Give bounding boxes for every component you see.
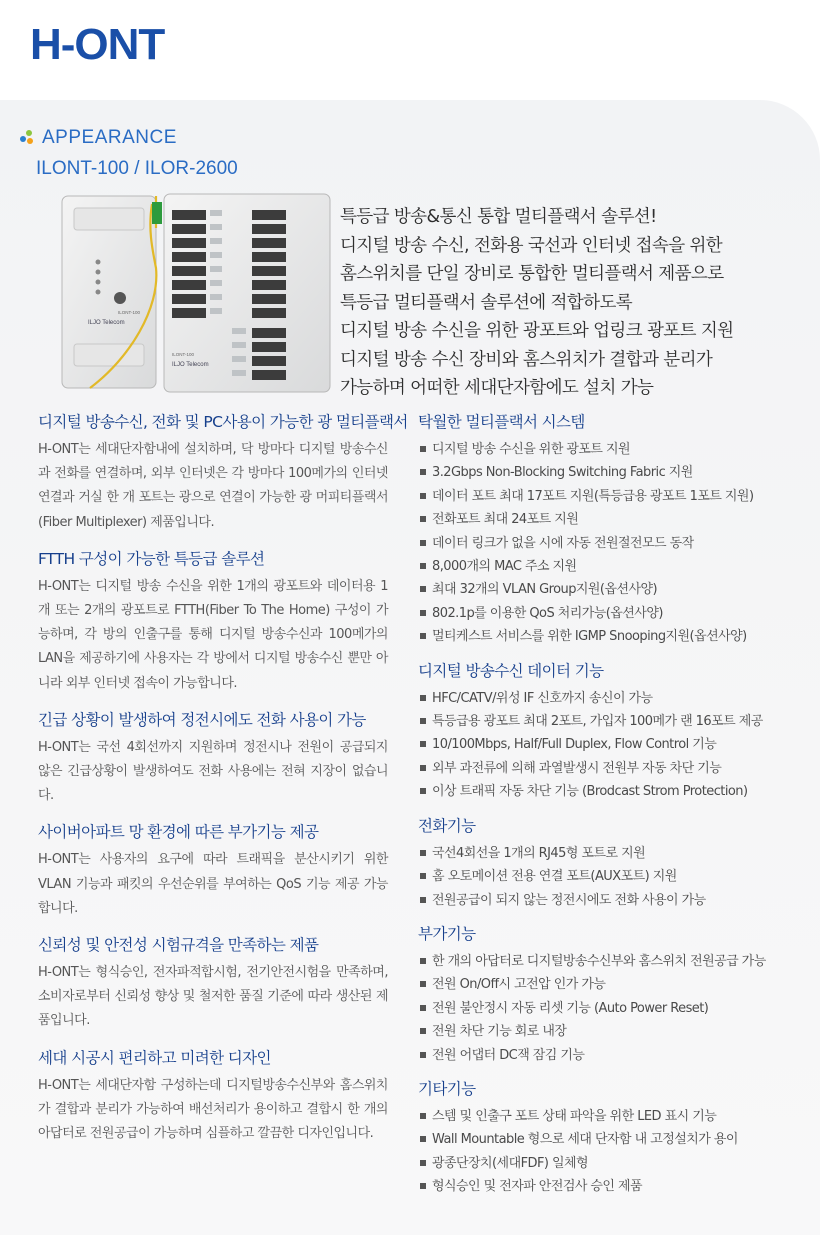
list-item: 데이터 포트 최대 17포트 지원(특등급용 광포트 1포트 지원): [418, 485, 808, 508]
feature-heading: 사이버아파트 망 환경에 따른 부가기능 제공: [38, 823, 319, 842]
feature-block: [38, 820, 388, 921]
feature-block: [38, 547, 388, 696]
feature-block: [38, 410, 408, 535]
square-bullet-icon: [420, 873, 426, 879]
square-bullet-icon: [420, 765, 426, 771]
list-item: 형식승인 및 전자파 안전검사 승인 제품: [418, 1175, 808, 1198]
section-title: APPEARANCE: [42, 127, 177, 148]
section-header: [20, 127, 177, 149]
list-item: 802.1p를 이용한 QoS 처리가능(옵션사양): [418, 602, 808, 625]
square-bullet-icon: [420, 788, 426, 794]
feature-text: H-ONT는 디지털 방송 수신을 위한 1개의 광포트와 데이터용 1개 또는 2개의 광포트로 FTTH(Fiber To The Home) 구성이 가능하며, 각 방의 인출구를 통해 디지털 방송수신과 100메가의 LAN을 제공하기에 사용자는 각 방에서 디지털 방송수신 뿐만 아니라 외부 인터넷 접속이 가능합니다.: [38, 578, 388, 691]
square-bullet-icon: [420, 718, 426, 724]
spec-list: [418, 1105, 808, 1199]
bullet-dots-icon: [20, 130, 36, 146]
spec-list: [418, 687, 808, 804]
list-item: 전원 어댑터 DC잭 잠김 기능: [418, 1044, 808, 1067]
right-unit-model: ILONT-100: [172, 352, 195, 357]
list-item: 홈 오토메이션 전용 연결 포트(AUX포트) 지원: [418, 865, 808, 888]
feature-text: H-ONT는 사용자의 요구에 따라 트래픽을 분산시키기 위한 VLAN 기능과 패킷의 우선순위를 부여하는 QoS 기능 제공 가능합니다.: [38, 852, 388, 916]
square-bullet-icon: [420, 493, 426, 499]
left-unit-label: ILJO Telecom: [88, 320, 125, 326]
list-item: 국선4회선을 1개의 RJ45형 포트로 지원: [418, 842, 808, 865]
square-bullet-icon: [420, 1052, 426, 1058]
list-item: 8,000개의 MAC 주소 지원: [418, 555, 808, 578]
list-item: 멀티케스트 서비스를 위한 IGMP Snooping지원(옵션사양): [418, 625, 808, 648]
spec-heading: 디지털 방송수신 데이터 기능: [418, 661, 604, 680]
square-bullet-icon: [420, 1113, 426, 1119]
square-bullet-icon: [420, 695, 426, 701]
square-bullet-icon: [420, 446, 426, 452]
feature-text: H-ONT는 세대단자함내에 설치하며, 닥 방마다 디지털 방송수신과 전화를 연결하며, 외부 인터넷은 각 방마다 100메가의 인터넷 연결과 거실 한 개 포트는 광으로 연결이 가능한 광 머피티플랙서(Fiber Multiplexer) 제품입니다.: [38, 442, 388, 530]
spec-heading: 부가기능: [418, 924, 476, 943]
spec-heading: 탁월한 멀티플랙서 시스템: [418, 413, 585, 431]
list-item: 이상 트래픽 자동 차단 기능 (Brodcast Strom Protection): [418, 780, 808, 803]
right-column: [418, 410, 808, 1209]
list-item: 특등급용 광포트 최대 2포트, 가입자 100메가 랜 16포트 제공: [418, 710, 808, 733]
intro-line: 디지털 방송 수신 장비와 홈스위치가 결합과 분리가: [340, 349, 713, 370]
square-bullet-icon: [420, 610, 426, 616]
intro-line: 디지털 방송 수신을 위한 광포트와 업링크 광포트 지원: [340, 321, 734, 341]
feature-heading: 세대 시공시 편리하고 미려한 디자인: [38, 1048, 271, 1067]
product-photo: [60, 188, 332, 398]
feature-heading: 디지털 방송수신, 전화 및 PC사용이 가능한 광 멀티플랙서: [38, 413, 408, 431]
spec-heading: 전화기능: [418, 816, 476, 835]
list-item: Wall Mountable 형으로 세대 단자함 내 고정설치가 용이: [418, 1128, 808, 1151]
list-item: 전원공급이 되지 않는 정전시에도 전화 사용이 가능: [418, 889, 808, 912]
feature-heading: FTTH 구성이 가능한 특등급 솔루션: [38, 549, 265, 568]
intro-text: [340, 203, 810, 403]
list-item: 10/100Mbps, Half/Full Duplex, Flow Control 기능: [418, 733, 808, 756]
square-bullet-icon: [420, 850, 426, 856]
list-item: 전원 On/Off시 고전압 인가 가능: [418, 973, 808, 996]
list-item: 최대 32개의 VLAN Group지원(옵션사양): [418, 578, 808, 601]
square-bullet-icon: [420, 741, 426, 747]
square-bullet-icon: [420, 1183, 426, 1189]
square-bullet-icon: [420, 633, 426, 639]
list-item: 3.2Gbps Non-Blocking Switching Fabric 지원: [418, 461, 808, 484]
square-bullet-icon: [420, 563, 426, 569]
list-item: HFC/CATV/위성 IF 신호까지 송신이 가능: [418, 687, 808, 710]
square-bullet-icon: [420, 897, 426, 903]
fiber-connector: [152, 202, 162, 224]
square-bullet-icon: [420, 469, 426, 475]
intro-line: 가능하며 어떠한 세대단자함에도 설치 가능: [340, 378, 654, 398]
model-name: ILONT-100 / ILOR-2600: [36, 158, 238, 179]
intro-line: 홈스위치를 단일 장비로 통합한 멀티플랙서 제품으로: [340, 264, 724, 284]
intro-line: 디지털 방송 수신, 전화용 국선과 인터넷 접속을 위한: [340, 235, 723, 256]
square-bullet-icon: [420, 1005, 426, 1011]
spec-heading: 기타기능: [418, 1079, 476, 1098]
feature-block: [38, 708, 388, 809]
feature-block: [38, 933, 388, 1034]
square-bullet-icon: [420, 958, 426, 964]
right-unit-label: ILJO Telecom: [172, 362, 209, 368]
feature-heading: 긴급 상황이 발생하여 정전시에도 전화 사용이 가능: [38, 710, 366, 729]
list-item: 데이터 링크가 없을 시에 자동 전원절전모드 동작: [418, 532, 808, 555]
list-item: 전원 차단 기능 회로 내장: [418, 1020, 808, 1043]
feature-heading: 신뢰성 및 안전성 시험규격을 만족하는 제품: [38, 936, 319, 955]
brand-logo: H-ONT: [30, 20, 165, 69]
square-bullet-icon: [420, 981, 426, 987]
spec-list: [418, 842, 808, 912]
spec-list: [418, 950, 808, 1067]
list-item: 전원 불안정시 자동 리셋 기능 (Auto Power Reset): [418, 997, 808, 1020]
list-item: 외부 과전류에 의해 과열발생시 전원부 자동 차단 기능: [418, 757, 808, 780]
list-item: 한 개의 아답터로 디지털방송수신부와 홈스위치 전원공급 가능: [418, 950, 808, 973]
feature-text: H-ONT는 국선 4회선까지 지원하며 정전시나 전원이 공급되지 않은 긴급상황이 발생하여도 전화 사용에는 전혀 지장이 없습니다.: [38, 739, 388, 804]
intro-line: 특등급 방송&통신 통합 멀티플랙서 솔루션!: [340, 207, 657, 227]
feature-text: H-ONT는 형식승인, 전자파적합시험, 전기안전시험을 만족하며, 소비자로부터 신뢰성 향상 및 철저한 품질 기준에 따라 생산된 제품입니다.: [38, 965, 388, 1029]
feature-text: H-ONT는 세대단자함 구성하는데 디지털방송수신부와 홈스위치가 결합과 분리가 가능하여 배선처리가 용이하고 결합시 한 개의 아답터로 전원공급이 가능하며 심플하고 깔끔한 디자인입니다.: [38, 1077, 388, 1142]
square-bullet-icon: [420, 516, 426, 522]
power-indicator: [114, 292, 126, 304]
list-item: 디지털 방송 수신을 위한 광포트 지원: [418, 438, 808, 461]
square-bullet-icon: [420, 540, 426, 546]
intro-line: 특등급 멀티플랙서 솔루션에 적합하도록: [340, 292, 633, 313]
left-unit-model: ILONT-100: [118, 310, 141, 315]
square-bullet-icon: [420, 586, 426, 592]
square-bullet-icon: [420, 1160, 426, 1166]
feature-block: [38, 1046, 388, 1147]
square-bullet-icon: [420, 1028, 426, 1034]
spec-list: [418, 438, 808, 649]
list-item: 광종단장치(세대FDF) 일체형: [418, 1152, 808, 1175]
left-column: [38, 410, 408, 1158]
list-item: 전화포트 최대 24포트 지원: [418, 508, 808, 531]
square-bullet-icon: [420, 1136, 426, 1142]
list-item: 스템 및 인출구 포트 상태 파악을 위한 LED 표시 기능: [418, 1105, 808, 1128]
